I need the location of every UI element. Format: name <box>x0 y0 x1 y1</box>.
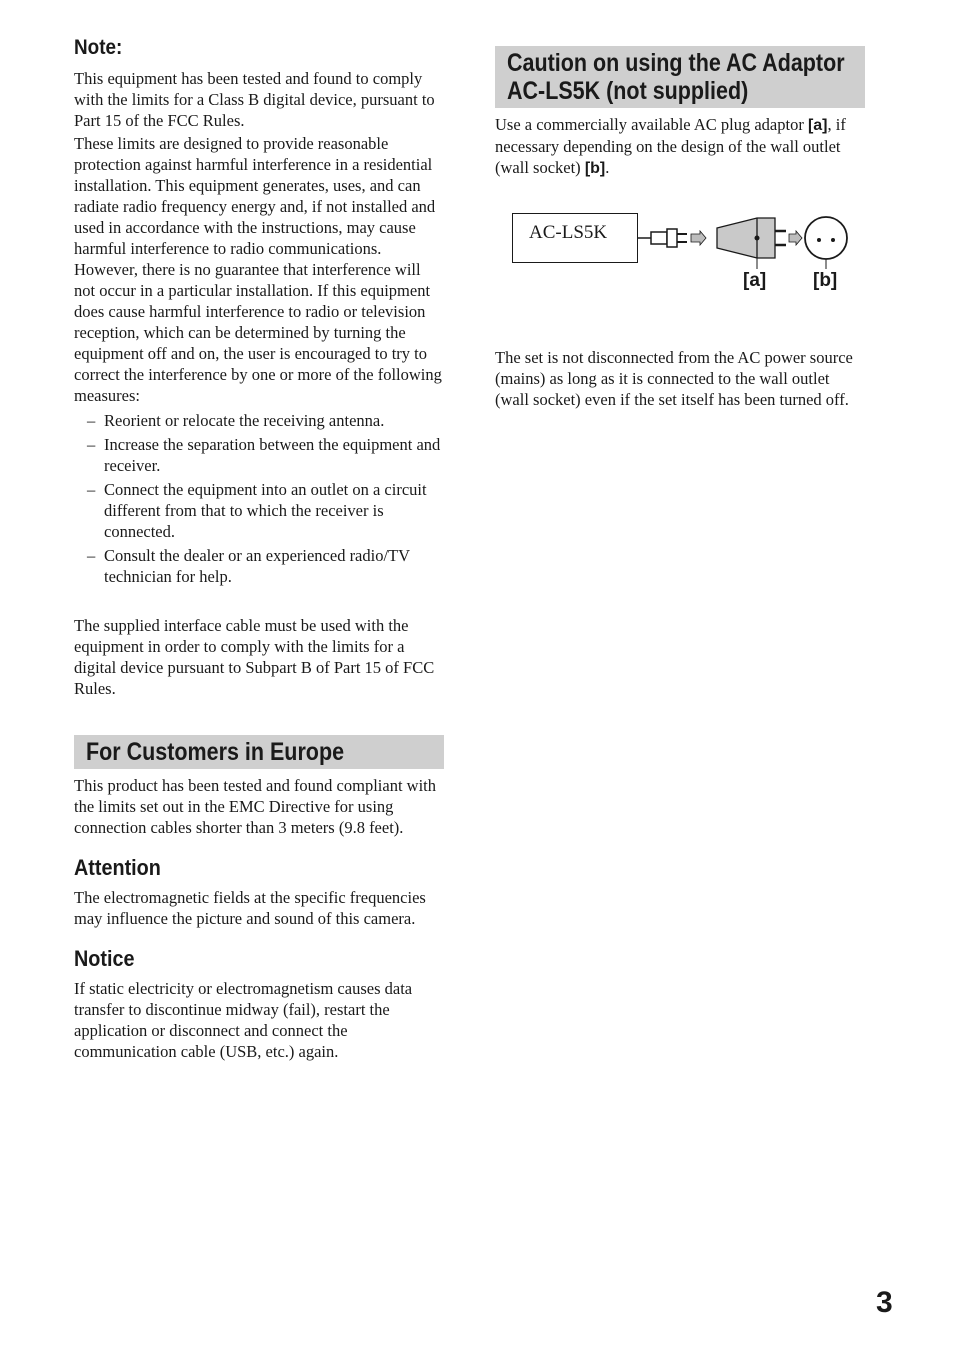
reference-b: [b] <box>584 160 606 177</box>
arrow-right-icon <box>789 231 802 245</box>
cord-plug-icon <box>638 229 687 247</box>
label-b: [b] <box>813 270 838 291</box>
left-column <box>74 36 444 1062</box>
europe-paragraph: This product has been tested and found compliant with the limits set out in the EMC Directive for using connection cables shorter than 3 meters (9.8 feet). <box>74 776 437 837</box>
list-dash: – <box>87 435 96 454</box>
caution-section-heading <box>495 46 865 108</box>
list-item-text: Consult the dealer or an experienced radio/TV technician for help. <box>104 546 410 586</box>
note-heading: Note: <box>74 36 123 59</box>
list-item <box>74 434 444 476</box>
attention-paragraph: The electromagnetic fields at the specific frequencies may influence the picture and sound of this camera. <box>74 888 426 928</box>
note-paragraph-2: These limits are designed to provide reasonable protection against harmful interference in a residential installation. This equipment generates, uses, and can radiate radio frequency energy and, if not installed and used in accordance with the instructions, may cause harmful interference to radio communications. However, there is no guarantee that interference will not occur in a particular installation. If this equipment does cause harmful interference to radio or television reception, which can be determined by turning the equipment off and on, the user is encouraged to try to correct the interference by one or more of the following measures: <box>74 134 442 405</box>
list-dash: – <box>87 480 96 499</box>
list-item-text: Reorient or relocate the receiving antenna. <box>104 411 385 430</box>
adaptor-diagram <box>495 213 855 303</box>
label-a: [a] <box>743 270 767 291</box>
wall-socket-icon <box>805 217 847 269</box>
caution-paragraph-1 <box>495 114 865 179</box>
note-paragraph-1: This equipment has been tested and found to comply with the limits for a Class B digital device, pursuant to Part 15 of the FCC Rules. <box>74 69 435 130</box>
reference-a: [a] <box>807 117 828 134</box>
caution-text-part-1: Use a commercially available AC plug adaptor <box>495 115 808 134</box>
list-dash: – <box>87 546 96 565</box>
list-item <box>74 479 444 542</box>
caution-heading-line-1: Caution on using the AC Adaptor <box>507 49 845 77</box>
caution-text-part-3: . <box>605 158 610 177</box>
europe-section-heading <box>74 735 444 769</box>
interface-cable-paragraph: The supplied interface cable must be used with the equipment in order to comply with the limits for a digital device pursuant to Subpart B of Part 15 of FCC Rules. <box>74 616 435 698</box>
plug-illustration <box>495 213 855 303</box>
arrow-right-icon <box>691 231 706 245</box>
caution-text-part-2: , if necessary depending on the design of the wall outlet (wall socket) <box>495 115 846 177</box>
list-item-text: Increase the separation between the equipment and receiver. <box>104 435 441 475</box>
plug-adaptor-icon <box>717 218 786 269</box>
attention-heading: Attention <box>74 855 161 880</box>
caution-paragraph-2: The set is not disconnected from the AC power source (mains) as long as it is connected to the wall outlet (wall socket) even if the set itself has been turned off. <box>495 348 853 409</box>
notice-heading: Notice <box>74 946 135 971</box>
caution-heading-line-2: AC-LS5K (not supplied) <box>507 77 749 105</box>
right-column <box>495 46 865 410</box>
list-dash: – <box>87 411 96 430</box>
list-item <box>74 545 444 587</box>
measures-list <box>74 410 444 587</box>
notice-paragraph: If static electricity or electromagnetism causes data transfer to discontinue midway (fail), restart the application or disconnect and connect the communication cable (USB, etc.) again. <box>74 979 413 1061</box>
page-number: 3 <box>876 1286 893 1319</box>
ac-adaptor-box: AC-LS5K <box>512 213 638 263</box>
europe-heading-text: For Customers in Europe <box>86 738 345 766</box>
list-item-text: Connect the equipment into an outlet on a circuit different from that to which the receiver is connected. <box>104 480 427 541</box>
list-item <box>74 410 444 431</box>
